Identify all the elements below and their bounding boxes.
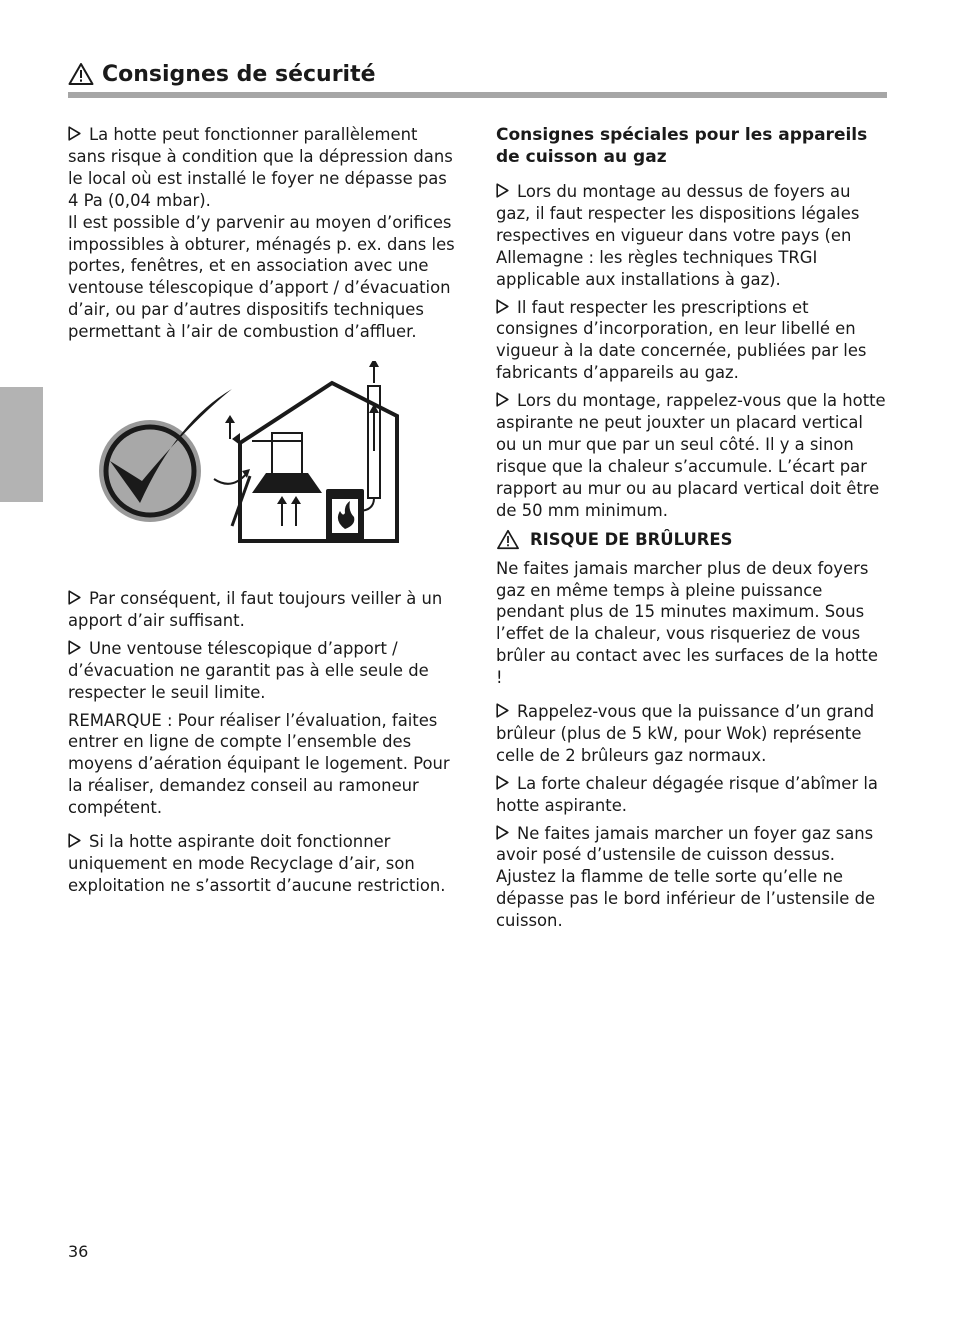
paragraph: Rappelez-vous que la puissance d’un grand brûleur (plus de 5 kW, pour Wok) représente celle de 2 brûleurs gaz normaux. [496, 702, 875, 765]
warning-triangle-icon [68, 62, 94, 86]
paragraph: Il faut respecter les prescriptions et consignes d’incorporation, en leur libellé en vigueur à la date concernée, publiées par les fabricants d’appareils au gaz. [496, 297, 867, 383]
paragraph: La forte chaleur dégagée risque d’abîmer la hotte aspirante. [496, 773, 878, 815]
page-number: 36 [68, 1242, 89, 1261]
paragraph: REMARQUE : Pour réaliser l’évaluation, faites entrer en ligne de compte l’ensemble des moyens d’aération équipant le logement. Pour la réaliser, demandez conseil au ramoneur compétent. [68, 710, 450, 818]
paragraph: Lors du montage au dessus de foyers au gaz, il faut respecter les dispositions légales respectives en vigueur dans votre pays (en Allemagne : les règles techniques TRGI applicable aux installations à gaz). [496, 182, 860, 289]
paragraph: Lors du montage, rappelez-vous que la hotte aspirante ne peut jouxter un placard vertical ou un mur que par un seul côté. Il y a sinon risque que la chaleur s’accumule. L’écart par rapport au mur ou au placard vertical doit être de 50 mm minimum. [496, 391, 886, 520]
triangle-right-icon [496, 392, 509, 407]
paragraph: Par conséquent, il faut toujours veiller à un apport d’air suffisant. [68, 588, 443, 630]
triangle-right-icon [496, 825, 509, 840]
risk-heading-label: RISQUE DE BRÛLURES [530, 529, 733, 549]
triangle-right-icon [496, 299, 509, 314]
section-heading: Consignes spéciales pour les appareils de cuisson au gaz [496, 125, 868, 167]
paragraph: Il est possible d’y parvenir au moyen d’orifices impossibles à obturer, ménagés p. ex. dans les portes, fenêtres, et en association avec une ventouse télescopique d’apport / d’évacuation d’air, ou par d’autres dispositifs techniques permettant à l’air de combustion d’affluer. [68, 212, 455, 342]
paragraph: Une ventouse télescopique d’apport / d’évacuation ne garantit pas à elle seule de respecter le seuil limite. [68, 638, 429, 702]
header-rule [68, 92, 887, 98]
page-title-row [68, 58, 887, 90]
triangle-right-icon [68, 126, 81, 141]
risk-heading [496, 528, 888, 552]
side-tab [0, 387, 43, 502]
paragraph: Ne faites jamais marcher plus de deux foyers gaz en même temps à pleine puissance pendant plus de 15 minutes maximum. Sous l’effet de la chaleur, vous risqueriez de vous brûler au contact avec les surfaces de la hotte ! [496, 558, 878, 688]
triangle-right-icon [68, 640, 81, 655]
ventilation-illustration [82, 361, 402, 558]
triangle-right-icon [496, 183, 509, 198]
page-header [68, 58, 887, 98]
paragraph: La hotte peut fonctionner parallèlement sans risque à condition que la dépression dans le local où est installé le foyer ne dépasse pas 4 Pa (0,04 mbar). [68, 125, 453, 210]
triangle-right-icon [68, 590, 81, 605]
left-column [68, 124, 460, 903]
right-column [496, 124, 888, 938]
triangle-right-icon [68, 833, 81, 848]
page-title: Consignes de sécurité [102, 61, 376, 87]
triangle-right-icon [496, 775, 509, 790]
paragraph: Ne faites jamais marcher un foyer gaz sans avoir posé d’ustensile de cuisson dessus. Ajustez la flamme de telle sorte qu’elle ne dépasse pas le bord inférieur de l’ustensile de cuisson. [496, 823, 876, 931]
triangle-right-icon [496, 703, 509, 718]
paragraph: Si la hotte aspirante doit fonctionner uniquement en mode Recyclage d’air, son exploitation ne s’assortit d’aucune restriction. [68, 832, 446, 895]
warning-triangle-icon [496, 529, 520, 550]
